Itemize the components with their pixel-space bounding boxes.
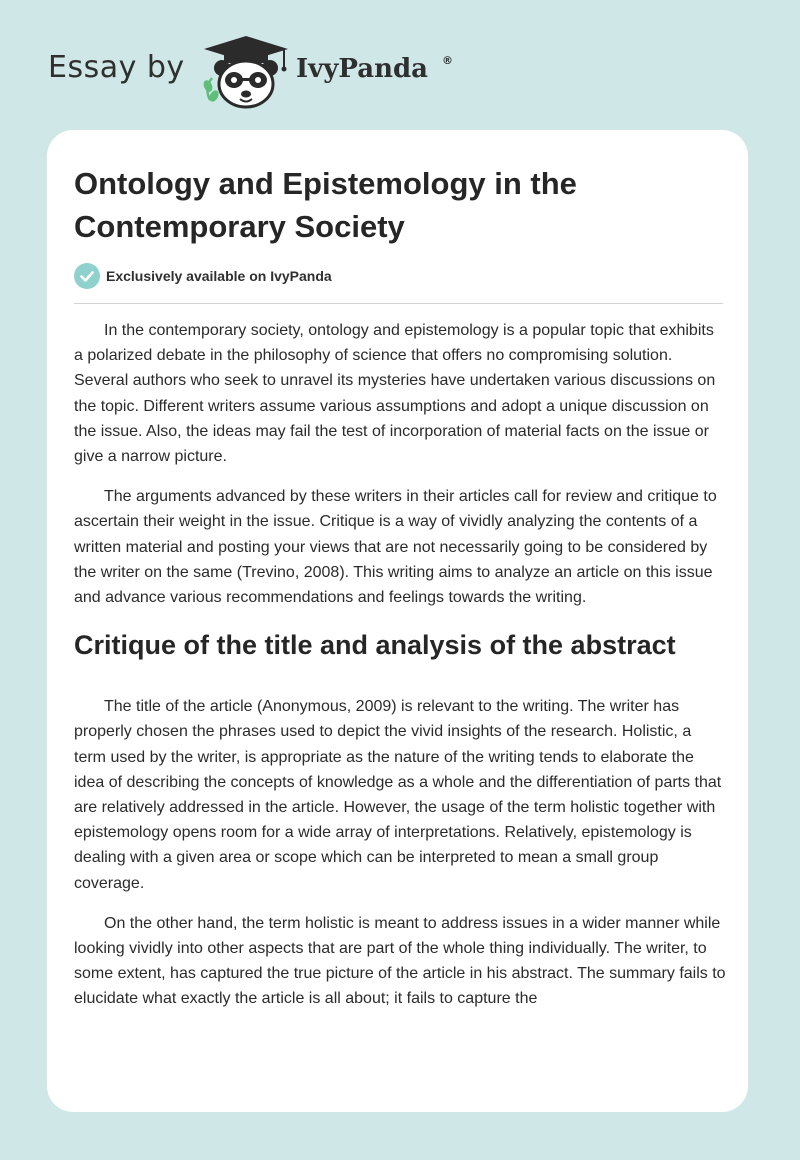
site-header [0,0,800,130]
brand-name[interactable]: IvyPanda [296,54,429,84]
page-title: Ontology and Epistemology in the Contemporary Society [74,166,577,244]
badge-text: Exclusively available on IvyPanda [106,268,332,284]
paragraph: In the contemporary society, ontology and epistemology is a popular topic that exhibits a polarized debate in the philosophy of science that offers no compromising solution. Several authors who seek to unravel its mysteries have undertaken various discussions on the topic. Different writers assume various assumptions and adopt a unique discussion on the issue. Also, the ideas may fail the test of incorporation of material facts on the issue or give a narrow picture. [74,322,716,466]
essay-by-label: Essay by [48,50,185,85]
paragraph: The title of the article (Anonymous, 2009) is relevant to the writing. The writer has properly chosen the phrases used to depict the vivid insights of the research. Holistic, a term used by the writer, is appropriate as the nature of the writing tends to elaborate the idea of describing the concepts of knowledge as a whole and the differentiation of parts that are relatively addressed in the article. However, the usage of the term holistic together with epistemology opens room for a wide array of interpretations. Relatively, epistemology is dealing with a given area or scope which can be interpreted to mean a small group coverage. [74,698,722,892]
check-icon [74,263,100,289]
section-heading: Critique of the title and analysis of the abstract [74,630,676,661]
essay-card [47,130,748,1112]
paragraph: The arguments advanced by these writers in their articles call for review and critique to ascertain their weight in the issue. Critique is a way of vividly analyzing the contents of a written material and posting your views that are not necessarily going to be considered by the writer on the same (Trevino, 2008). This writing aims to analyze an article on this issue and advance various recommendations and feelings towards the writing. [74,488,717,607]
divider [74,303,723,304]
panda-logo-icon[interactable] [200,34,292,110]
paragraph: On the other hand, the term holistic is meant to address issues in a wider manner while looking vividly into other aspects that are part of the whole thing individually. The writer, to some extent, has captured the true picture of the article in his abstract. The summary fails to elucidate what exactly the article is all about; it fails to capture the [74,914,726,1008]
registered-mark: ® [442,54,453,67]
essay-body [74,318,726,1027]
